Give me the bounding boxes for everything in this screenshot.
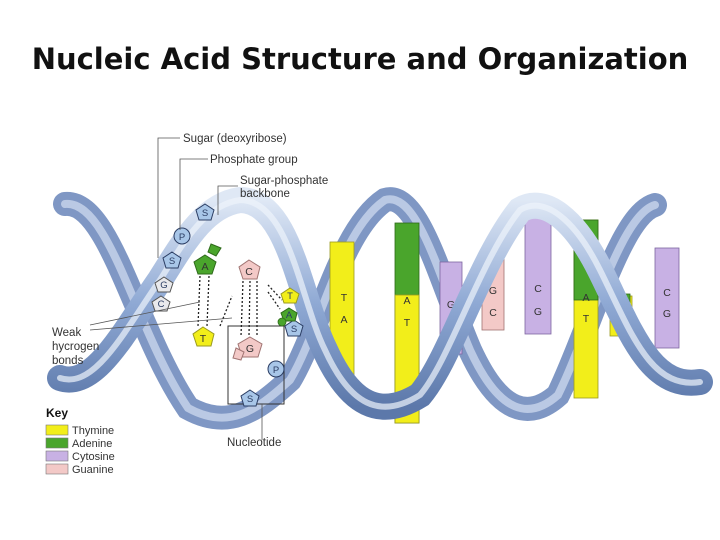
base-letter: G [533, 306, 543, 318]
phosphate-letter: P [272, 365, 280, 376]
base-letter: C [245, 266, 253, 278]
legend-label-guanine: Guanine [72, 464, 114, 476]
hydrogen-bonds [198, 276, 282, 336]
legend-label-cytosine: Cytosine [72, 451, 115, 463]
base-letter: T [287, 291, 293, 302]
legend-label-thymine: Thymine [72, 425, 115, 437]
label-weak-1: Weak [52, 327, 82, 339]
label-phosphate: Phosphate group [210, 154, 298, 166]
slide-title: Nucleic Acid Structure and Organization [31, 42, 689, 76]
base-letter: A [403, 295, 411, 307]
base-letter: T [582, 313, 590, 325]
label-weak-3: bonds [52, 355, 84, 367]
base-letter: C [157, 299, 165, 310]
label-sugar: Sugar (deoxyribose) [183, 133, 287, 145]
base-letter: G [160, 280, 168, 291]
base-letter: A [285, 310, 293, 321]
base-letter: T [617, 324, 625, 336]
base-letter: T [340, 292, 348, 304]
base-letter: C [534, 283, 542, 295]
base-letter: T [199, 333, 207, 345]
legend-swatch-guanine [46, 464, 68, 474]
label-backbone-2: backbone [240, 188, 290, 200]
legend-label-adenine: Adenine [72, 438, 113, 450]
sugar-letter: S [246, 394, 254, 405]
base-letter: A [617, 309, 625, 321]
legend-swatch-adenine [46, 438, 68, 448]
sugar-letter: S [290, 324, 298, 335]
label-weak-2: hycrogen [52, 341, 100, 353]
label-backbone-1: Sugar-phosphate [240, 175, 329, 187]
legend-swatch-cytosine [46, 451, 68, 461]
base-letter: C [447, 320, 455, 332]
base-letter: G [488, 285, 498, 297]
base-letter: C [489, 307, 497, 319]
base-letter: A [582, 292, 590, 304]
label-nucleotide: Nucleotide [227, 437, 282, 449]
base-letter: G [245, 343, 255, 355]
base-letter: C [663, 287, 671, 299]
base-letter: G [662, 308, 672, 320]
legend [46, 406, 115, 476]
base-letter: T [403, 317, 411, 329]
sugar-letter: S [168, 256, 176, 267]
base-letter: A [340, 314, 348, 326]
base-letter: A [201, 261, 209, 273]
phosphate-letter: P [178, 232, 186, 243]
sugar-letter: S [201, 208, 209, 219]
base-letter: G [446, 299, 456, 311]
legend-swatch-thymine [46, 425, 68, 435]
legend-title: Key [46, 406, 69, 420]
